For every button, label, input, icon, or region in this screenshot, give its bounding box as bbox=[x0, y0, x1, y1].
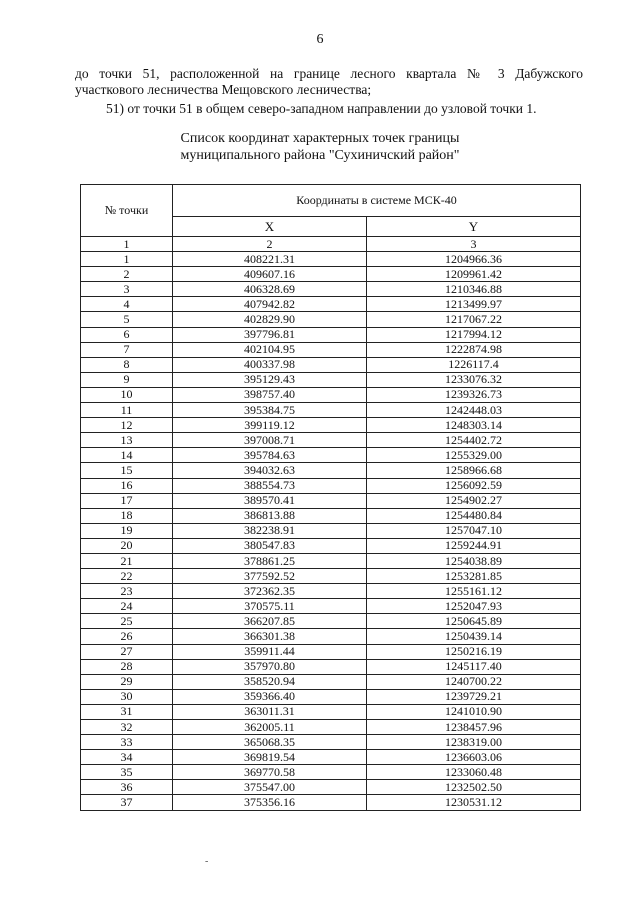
y-coordinate-cell: 1252047.93 bbox=[367, 599, 581, 614]
y-coordinate-cell: 1250439.14 bbox=[367, 629, 581, 644]
x-coordinate-cell: 363011.31 bbox=[173, 704, 367, 719]
x-coordinate-cell: 369770.58 bbox=[173, 765, 367, 780]
point-number-cell: 4 bbox=[81, 297, 173, 312]
table-row bbox=[81, 478, 581, 493]
y-coordinate-cell: 1254402.72 bbox=[367, 433, 581, 448]
x-coordinate-cell: 406328.69 bbox=[173, 282, 367, 297]
point-number-cell: 21 bbox=[81, 553, 173, 568]
table-row bbox=[81, 252, 581, 267]
x-coordinate-cell: 395384.75 bbox=[173, 403, 367, 418]
point-number-cell: 5 bbox=[81, 312, 173, 327]
point-number-cell: 11 bbox=[81, 403, 173, 418]
page-number: 6 bbox=[316, 32, 324, 47]
coordinates-table bbox=[80, 184, 581, 811]
index-cell: 2 bbox=[173, 237, 367, 252]
table-row bbox=[81, 403, 581, 418]
table-row bbox=[81, 629, 581, 644]
point-number-cell: 22 bbox=[81, 569, 173, 584]
y-coordinate-cell: 1233076.32 bbox=[367, 372, 581, 387]
y-coordinate-cell: 1242448.03 bbox=[367, 403, 581, 418]
x-coordinate-cell: 398757.40 bbox=[173, 387, 367, 402]
point-number-cell: 35 bbox=[81, 765, 173, 780]
point-number-cell: 3 bbox=[81, 282, 173, 297]
x-coordinate-cell: 377592.52 bbox=[173, 569, 367, 584]
x-coordinate-cell: 375547.00 bbox=[173, 780, 367, 795]
x-coordinate-cell: 395784.63 bbox=[173, 448, 367, 463]
point-number-cell: 24 bbox=[81, 599, 173, 614]
y-coordinate-cell: 1217994.12 bbox=[367, 327, 581, 342]
table-row bbox=[81, 282, 581, 297]
point-number-cell: 33 bbox=[81, 735, 173, 750]
x-coordinate-cell: 409607.16 bbox=[173, 267, 367, 282]
table-title-line-2: муниципального района "Сухиничский район" bbox=[180, 148, 460, 163]
x-coordinate-cell: 358520.94 bbox=[173, 674, 367, 689]
point-number-cell: 17 bbox=[81, 493, 173, 508]
x-coordinate-cell: 388554.73 bbox=[173, 478, 367, 493]
point-number-cell: 36 bbox=[81, 780, 173, 795]
table-row bbox=[81, 795, 581, 810]
x-coordinate-cell: 366301.38 bbox=[173, 629, 367, 644]
table-row bbox=[81, 780, 581, 795]
table-row bbox=[81, 312, 581, 327]
x-coordinate-cell: 399119.12 bbox=[173, 418, 367, 433]
table-row bbox=[81, 704, 581, 719]
table-title bbox=[0, 130, 640, 164]
y-coordinate-cell: 1209961.42 bbox=[367, 267, 581, 282]
point-number-cell: 1 bbox=[81, 252, 173, 267]
paragraph-line-2: участкового лесничества Мещовского лесничества; bbox=[75, 82, 372, 97]
point-number-cell: 13 bbox=[81, 433, 173, 448]
header-coordinate-system: Координаты в системе МСК-40 bbox=[173, 185, 581, 217]
y-coordinate-cell: 1238457.96 bbox=[367, 720, 581, 735]
x-coordinate-cell: 380547.83 bbox=[173, 538, 367, 553]
y-coordinate-cell: 1250216.19 bbox=[367, 644, 581, 659]
x-coordinate-cell: 378861.25 bbox=[173, 553, 367, 568]
point-number-cell: 27 bbox=[81, 644, 173, 659]
point-number-cell: 28 bbox=[81, 659, 173, 674]
index-cell: 1 bbox=[81, 237, 173, 252]
y-coordinate-cell: 1222874.98 bbox=[367, 342, 581, 357]
y-coordinate-cell: 1254480.84 bbox=[367, 508, 581, 523]
x-coordinate-cell: 408221.31 bbox=[173, 252, 367, 267]
y-coordinate-cell: 1254038.89 bbox=[367, 553, 581, 568]
point-number-cell: 26 bbox=[81, 629, 173, 644]
table-row bbox=[81, 508, 581, 523]
point-number-cell: 15 bbox=[81, 463, 173, 478]
x-coordinate-cell: 370575.11 bbox=[173, 599, 367, 614]
table-row bbox=[81, 659, 581, 674]
y-coordinate-cell: 1248303.14 bbox=[367, 418, 581, 433]
point-number-cell: 37 bbox=[81, 795, 173, 810]
x-coordinate-cell: 402104.95 bbox=[173, 342, 367, 357]
x-coordinate-cell: 372362.35 bbox=[173, 584, 367, 599]
y-coordinate-cell: 1255161.12 bbox=[367, 584, 581, 599]
x-coordinate-cell: 359911.44 bbox=[173, 644, 367, 659]
column-index-row bbox=[81, 237, 581, 252]
point-number-cell: 19 bbox=[81, 523, 173, 538]
y-coordinate-cell: 1258966.68 bbox=[367, 463, 581, 478]
point-number-cell: 16 bbox=[81, 478, 173, 493]
y-coordinate-cell: 1236603.06 bbox=[367, 750, 581, 765]
table-row bbox=[81, 644, 581, 659]
table-row bbox=[81, 523, 581, 538]
x-coordinate-cell: 366207.85 bbox=[173, 614, 367, 629]
table-row bbox=[81, 765, 581, 780]
y-coordinate-cell: 1226117.4 bbox=[367, 357, 581, 372]
table-row bbox=[81, 342, 581, 357]
point-number-cell: 20 bbox=[81, 538, 173, 553]
header-point-number: № точки bbox=[81, 185, 173, 237]
point-number-cell: 31 bbox=[81, 704, 173, 719]
table-row bbox=[81, 357, 581, 372]
x-coordinate-cell: 395129.43 bbox=[173, 372, 367, 387]
y-coordinate-cell: 1240700.22 bbox=[367, 674, 581, 689]
table-row bbox=[81, 448, 581, 463]
point-number-cell: 34 bbox=[81, 750, 173, 765]
y-coordinate-cell: 1255329.00 bbox=[367, 448, 581, 463]
footer-mark: - bbox=[205, 856, 209, 867]
header-x: X bbox=[173, 217, 367, 237]
table-row bbox=[81, 387, 581, 402]
point-number-cell: 32 bbox=[81, 720, 173, 735]
table-row bbox=[81, 553, 581, 568]
table-title-line-1: Список координат характерных точек границы bbox=[180, 131, 460, 146]
table-row bbox=[81, 584, 581, 599]
table-row bbox=[81, 372, 581, 387]
table-row bbox=[81, 614, 581, 629]
point-number-cell: 29 bbox=[81, 674, 173, 689]
x-coordinate-cell: 407942.82 bbox=[173, 297, 367, 312]
table-row bbox=[81, 493, 581, 508]
x-coordinate-cell: 386813.88 bbox=[173, 508, 367, 523]
table-row bbox=[81, 538, 581, 553]
y-coordinate-cell: 1232502.50 bbox=[367, 780, 581, 795]
point-number-cell: 8 bbox=[81, 357, 173, 372]
x-coordinate-cell: 400337.98 bbox=[173, 357, 367, 372]
table-row bbox=[81, 720, 581, 735]
x-coordinate-cell: 382238.91 bbox=[173, 523, 367, 538]
y-coordinate-cell: 1233060.48 bbox=[367, 765, 581, 780]
x-coordinate-cell: 369819.54 bbox=[173, 750, 367, 765]
point-number-cell: 30 bbox=[81, 689, 173, 704]
y-coordinate-cell: 1241010.90 bbox=[367, 704, 581, 719]
x-coordinate-cell: 402829.90 bbox=[173, 312, 367, 327]
y-coordinate-cell: 1256092.59 bbox=[367, 478, 581, 493]
table-row bbox=[81, 327, 581, 342]
point-number-cell: 12 bbox=[81, 418, 173, 433]
y-coordinate-cell: 1239326.73 bbox=[367, 387, 581, 402]
y-coordinate-cell: 1239729.21 bbox=[367, 689, 581, 704]
x-coordinate-cell: 362005.11 bbox=[173, 720, 367, 735]
table-row bbox=[81, 433, 581, 448]
y-coordinate-cell: 1253281.85 bbox=[367, 569, 581, 584]
index-cell: 3 bbox=[367, 237, 581, 252]
x-coordinate-cell: 397008.71 bbox=[173, 433, 367, 448]
point-number-cell: 7 bbox=[81, 342, 173, 357]
x-coordinate-cell: 389570.41 bbox=[173, 493, 367, 508]
table-row bbox=[81, 599, 581, 614]
point-number-cell: 10 bbox=[81, 387, 173, 402]
x-coordinate-cell: 357970.80 bbox=[173, 659, 367, 674]
point-number-cell: 23 bbox=[81, 584, 173, 599]
table-row bbox=[81, 735, 581, 750]
point-number-cell: 18 bbox=[81, 508, 173, 523]
y-coordinate-cell: 1238319.00 bbox=[367, 735, 581, 750]
y-coordinate-cell: 1213499.97 bbox=[367, 297, 581, 312]
table-row bbox=[81, 297, 581, 312]
point-number-cell: 14 bbox=[81, 448, 173, 463]
point-number-cell: 6 bbox=[81, 327, 173, 342]
y-coordinate-cell: 1254902.27 bbox=[367, 493, 581, 508]
y-coordinate-cell: 1204966.36 bbox=[367, 252, 581, 267]
table-row bbox=[81, 689, 581, 704]
y-coordinate-cell: 1250645.89 bbox=[367, 614, 581, 629]
y-coordinate-cell: 1217067.22 bbox=[367, 312, 581, 327]
table-row bbox=[81, 674, 581, 689]
table-row bbox=[81, 267, 581, 282]
y-coordinate-cell: 1259244.91 bbox=[367, 538, 581, 553]
x-coordinate-cell: 359366.40 bbox=[173, 689, 367, 704]
y-coordinate-cell: 1245117.40 bbox=[367, 659, 581, 674]
header-y: Y bbox=[367, 217, 581, 237]
y-coordinate-cell: 1257047.10 bbox=[367, 523, 581, 538]
y-coordinate-cell: 1230531.12 bbox=[367, 795, 581, 810]
point-number-cell: 9 bbox=[81, 372, 173, 387]
y-coordinate-cell: 1210346.88 bbox=[367, 282, 581, 297]
x-coordinate-cell: 394032.63 bbox=[173, 463, 367, 478]
table-row bbox=[81, 463, 581, 478]
point-number-cell: 2 bbox=[81, 267, 173, 282]
paragraph-line-1: до точки 51, расположенной на границе лесного квартала № 3 Дабужского bbox=[75, 66, 583, 81]
table-row bbox=[81, 750, 581, 765]
x-coordinate-cell: 375356.16 bbox=[173, 795, 367, 810]
table-row bbox=[81, 569, 581, 584]
paragraph-line-3: 51) от точки 51 в общем северо-западном направлении до узловой точки 1. bbox=[106, 101, 537, 116]
x-coordinate-cell: 397796.81 bbox=[173, 327, 367, 342]
point-number-cell: 25 bbox=[81, 614, 173, 629]
x-coordinate-cell: 365068.35 bbox=[173, 735, 367, 750]
table-row bbox=[81, 418, 581, 433]
